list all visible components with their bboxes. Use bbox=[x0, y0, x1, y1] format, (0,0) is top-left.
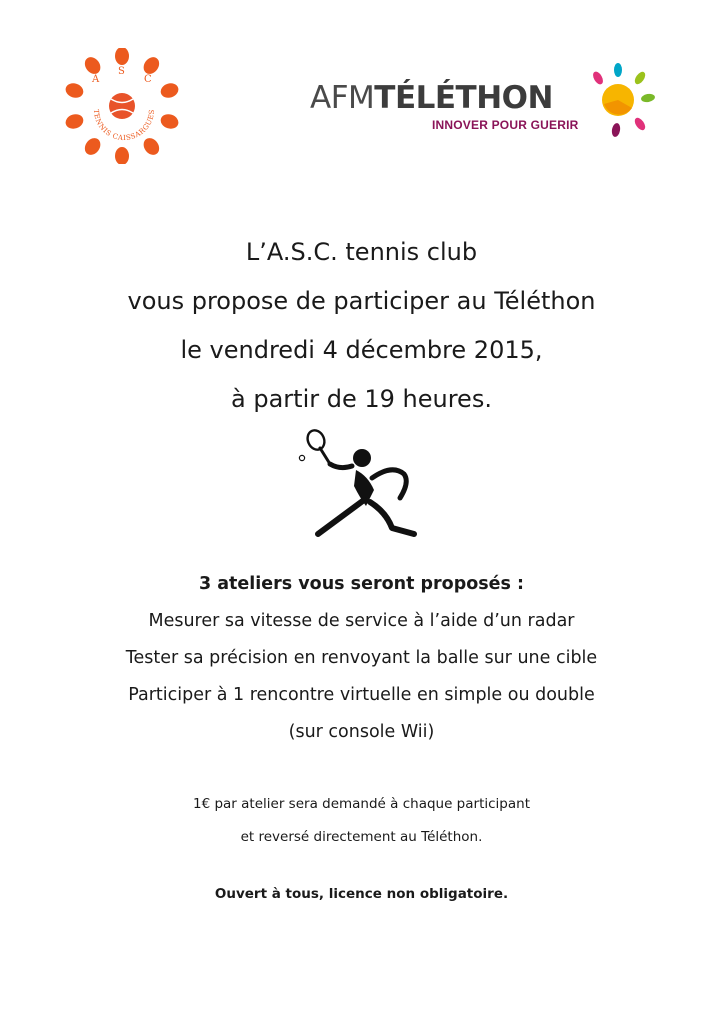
headline-line-club: L’A.S.C. tennis club bbox=[245, 238, 478, 266]
workshop-item: Tester sa précision en renvoyant la balle sur une cible bbox=[125, 648, 598, 668]
workshop-item: Mesurer sa vitesse de service à l’aide d’un radar bbox=[148, 611, 575, 631]
afm-wordmark bbox=[310, 80, 553, 116]
asc-letter-a: A bbox=[92, 74, 100, 85]
asc-letter-c: C bbox=[144, 74, 152, 85]
afm-sun-icon bbox=[588, 62, 658, 142]
asc-letter-s: S bbox=[118, 66, 125, 77]
asc-tennis-logo bbox=[64, 48, 180, 164]
fee-line-donation: et reversé directement au Téléthon. bbox=[240, 829, 483, 845]
workshop-item-note: (sur console Wii) bbox=[288, 722, 435, 742]
headline-line-time: à partir de 19 heures. bbox=[231, 385, 492, 413]
workshops-title: 3 ateliers vous seront proposés : bbox=[198, 574, 525, 594]
tennis-ball-icon bbox=[109, 93, 135, 119]
fee-line-price: 1€ par atelier sera demandé à chaque participant bbox=[193, 796, 530, 812]
afm-telethon-logo bbox=[310, 62, 660, 142]
headline-line-date: le vendredi 4 décembre 2015, bbox=[180, 336, 543, 364]
workshops-section bbox=[0, 566, 723, 751]
tennis-player-icon bbox=[296, 428, 420, 540]
afm-wordmark-afm: AFM bbox=[310, 80, 375, 116]
afm-tagline: INNOVER POUR GUERIR bbox=[432, 118, 579, 132]
open-to-all-note: Ouvert à tous, licence non obligatoire. bbox=[214, 886, 509, 902]
asc-sun-emblem-icon bbox=[64, 48, 180, 164]
workshop-item: Participer à 1 rencontre virtuelle en simple ou double bbox=[128, 685, 595, 705]
headline bbox=[0, 228, 723, 424]
afm-wordmark-telethon: TÉLÉTHON bbox=[374, 80, 553, 116]
fee-section bbox=[0, 788, 723, 854]
headline-line-invitation: vous propose de participer au Téléthon bbox=[127, 287, 596, 315]
asc-arc-text: TENNIS CAISSARGUES bbox=[91, 108, 157, 143]
